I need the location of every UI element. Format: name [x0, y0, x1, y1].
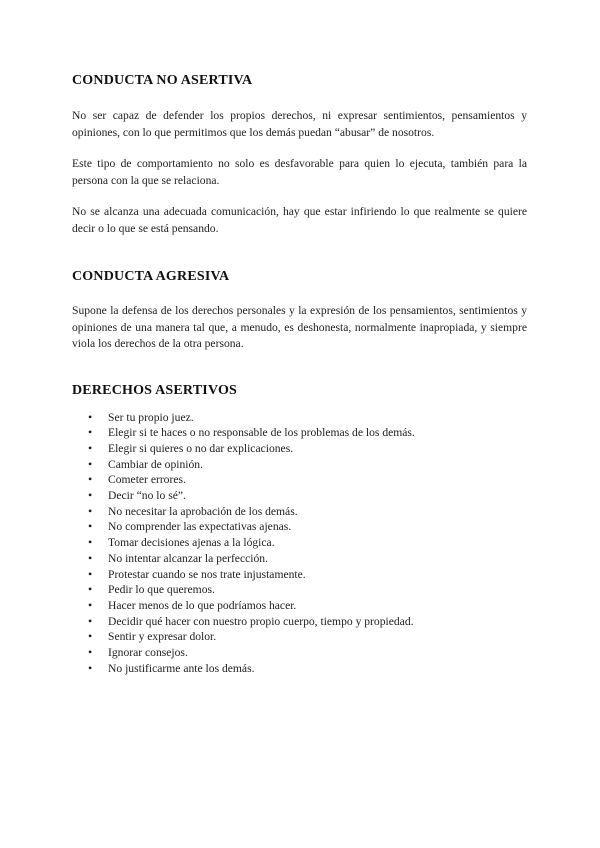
list-item: • No intentar alcanzar la perfección.: [72, 551, 527, 567]
list-item: • No necesitar la aprobación de los demás.: [72, 504, 527, 520]
list-item: • Sentir y expresar dolor.: [72, 629, 527, 645]
list-item: • Cometer errores.: [72, 472, 527, 488]
list-item: • Ignorar consejos.: [72, 645, 527, 661]
rights-list: [72, 410, 527, 677]
list-item: • Cambiar de opinión.: [72, 457, 527, 473]
document-page: [72, 70, 527, 676]
list-item: • Hacer menos de lo que podríamos hacer.: [72, 598, 527, 614]
list-item: • Elegir si te haces o no responsable de los problemas de los demás.: [72, 425, 527, 441]
paragraph-no-asertiva-2: Este tipo de comportamiento no solo es desfavorable para quien lo ejecuta, también para la persona con la que se relaciona.: [72, 157, 527, 187]
list-item: • Tomar decisiones ajenas a la lógica.: [72, 535, 527, 551]
list-item: • Decir “no lo sé”.: [72, 488, 527, 504]
list-item: • Protestar cuando se nos trate injustamente.: [72, 567, 527, 583]
paragraph-no-asertiva-3: No se alcanza una adecuada comunicación, hay que estar infiriendo lo que realmente se quiere decir o lo que se está pensando.: [72, 205, 527, 235]
section-heading-derechos: DERECHOS ASERTIVOS: [72, 382, 238, 398]
list-item: • Pedir lo que queremos.: [72, 582, 527, 598]
paragraph-no-asertiva-1: No ser capaz de defender los propios derechos, ni expresar sentimientos, pensamientos y opiniones, con lo que permitimos que los demás puedan “abusar” de nosotros.: [72, 109, 527, 139]
list-item: • Decidir qué hacer con nuestro propio cuerpo, tiempo y propiedad.: [72, 614, 527, 630]
list-item: • Ser tu propio juez.: [72, 410, 527, 426]
paragraph-agresiva-1: Supone la defensa de los derechos personales y la expresión de los pensamientos, sentimientos y opiniones de una manera tal que, a menudo, es deshonesta, normalmente inapropiada, y siempre viola los derechos de la otra persona.: [72, 304, 527, 350]
section-heading-agresiva: CONDUCTA AGRESIVA: [72, 269, 230, 284]
section-heading-no-asertiva: CONDUCTA NO ASERTIVA: [72, 73, 253, 88]
list-item: • No comprender las expectativas ajenas.: [72, 519, 527, 535]
list-item: • No justificarme ante los demás.: [72, 661, 527, 677]
list-item: • Elegir si quieres o no dar explicaciones.: [72, 441, 527, 457]
